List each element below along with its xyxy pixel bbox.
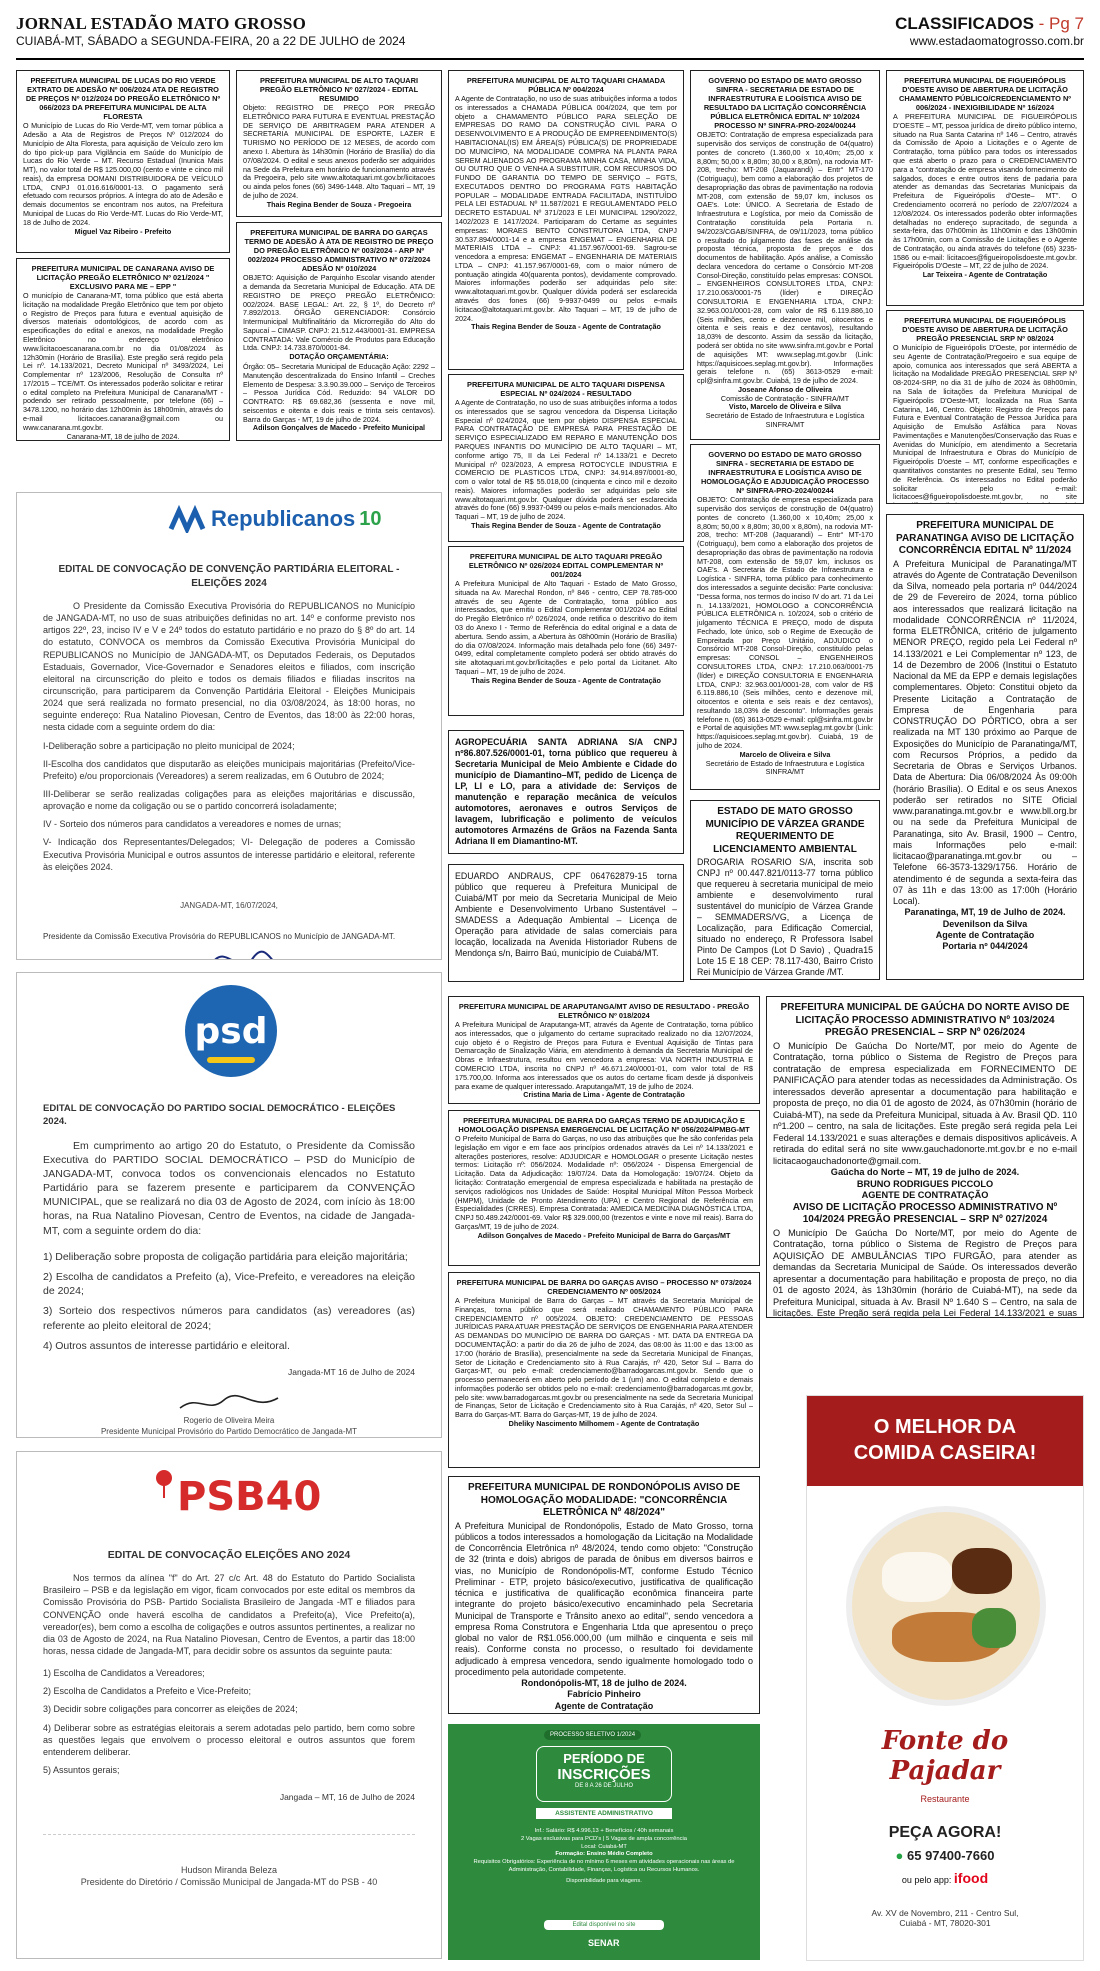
notice-alto-taquari-complementar: PREFEITURA MUNICIPAL DE ALTO TAQUARI PREGÃO ELETRÔNICO Nº 026/2024 EDITAL COMPLEMENTAR Nº 001/2024 A Prefeitura Municipal de Alto Taquari - Estado de Mato Grosso, situada na Av. Marechal Rondon, nº 846 - centro, CEP 78.785-000 através de seu Agente de Contratação, torna público aos interessados, que emitiu o Edital Complementar 001/2024 ao Edital do Pregão Eletrônico nº 026/2024, onde retifica o descritivo do item 03 do Anexo I - Termo de Referência do edital original e a data de abertura. Sendo assim, a Abertura às 08h00min (Horário de Brasília) do dia 07/08/2024. Informação mais detalhada pelo fone (66) 3497-0499, edital completamente completo poderá ser obtido através do site altotaquari.mt.gov.br/licitações e pelo portal da Licitanet. Alto Taquari – MT, 19 de julho de 2024. Thais Regina Bender de Souza - Agente de Contratação — [448, 546, 684, 716]
notice-figueiropolis-chamamento: PREFEITURA MUNICIPAL DE FIGUEIRÓPOLIS D'OESTE AVISO DE ABERTURA DE LICITAÇÃO CHAMAMENTO PÚBLICO/CREDENCIAMENTO Nº 006/2024 - INEXIGIBILIDADE Nº 16/2024 A PREFEITURA MUNICIPAL DE FIGUEIRÓPOLIS D'OESTE – MT, pessoa jurídica de direito público interno, situado na Rua Santa Catarina nº 146 – Centro, através da Comissão de Apoio a Licitações e o Agente de Contratação, torna público para todos os interessados que está aberto o prazo para o CREDENCIAMENTO para a "contratação de empresa visando fornecimento de salgados, doces e entre outros itens de padaria para atender as demandas das Secretarias Municipais da Prefeitura de Figueirópolis d'Oeste– MT". O Credenciamento ocorrerá no período de 22/07/2024 a 12/08/2024. Os interessados poderão obter informações detalhadas no endereço supracitado, de segunda a sexta-feira, das 07h00min às 11h00min e das 13h00min às 17h00min, com a Comissão de Licitações e o Agente de Contratação, ou ainda através do telefone (65) 3235-1586 ou e-mail: licitacoes@figueiropolisdoeste.mt.gov.br. Figueirópolis D'Oeste – MT, 22 de julho de 2024. Lar Teixeira - Agente de Contratação — [886, 70, 1084, 306]
notice-barra-dispensa: PREFEITURA MUNICIPAL DE BARRA DO GARÇAS TERMO DE ADJUDICAÇÃO E HOMOLOGAÇÃO DISPENSA EMERGENCIAL DE LICITAÇÃO Nº 056/2024/PMBG-MT O Prefeito Municipal de Barra do Garças, no uso das atribuições que lhe são conferidas pela legislação em vigor e em face aos princípios ordenados através da Lei nº 14.133/2021 e alterações posteriores, resolve: ADJUDICAR e HOMOLOGAR o presente Licitação nestes termos: Licitação nº: 056/2024. Modalidade nº: 056/2024 - Dispensa Emergencial de Licitação. Data da Adjudicação: 19/07/24. Data da Homologação: 19/07/24. Objeto da licitação: Contratação emergencial de empresa especializada e habilitada na prestação de serviços radiológicos nos Unidades de Saúde: Hospital Municipal Milton Pessoa Morbeck (HMPM), Unidade de Pronto Atendimento (UPA) e Centro Regional de Referência em Especialidades (CRRES). Empresa Contratada: AMEDICA MEDICINA DIAGNÓSTICA LTDA, CNPJ 50.489.242/0001-69. Valor R$ 329.000,00 (trezentos e vinte e nove mil reais). Barra do Garças/MT, 19 de julho de 2024. Adilson Gonçalves de Macedo - Prefeito Municipal de Barra do Garças/MT — [448, 1110, 760, 1266]
republicanos-body: O Presidente da Comissão Executiva Provisória do REPUBLICANOS no Município de JANGADA-MT, no uso de suas atribuições definidas no art. 14º e conforme previsto nos artigos 22º, 23, inciso IV e V e 24º todos do estatuto partidário e no prazo do § 8º do art. 14 do estatuto, CONVOCA os membros da Comissão Executiva Provisória Municipal do REPUBLICANOS no Município de JANGADA-MT, os Deputados Federais, os Deputados Estaduais, Governador, Vice-Governador e Senadores eleitos e filiados, com inscrição eleitoral na circunscrição do pleito e todos os demais filiados e filiadas inscritos na circunscrição, para participarem da Convenção Partidária Eleitoral - Eleições Municipais 2024 que será realizada no formato presencial, no dia 03/08/2024, às 18:00 horas, no seguinte endereço: Rua Natalino Piovesan, Centro de Eventos, das 18:00 às 22:00 horas, nesta cidade com a seguinte ordem do dia: — [43, 601, 415, 733]
senar-ad: PROCESSO SELETIVO 1/2024 PERÍODO DE INSCRIÇÕES DE 8 A 26 DE JULHO ASSISTENTE ADMINISTRATIVO Inf.: Salário: R$ 4.996,13 + Benefícios / 40h semanais 2 Vagas exclusivas para PCD's | 5 Vagas de ampla concorrência Local: Cuiabá-MT Formação: Ensino Médio Completo Requisitos Obrigatórios: Experiência de no mínimo 6 meses em atividades operacionais nas áreas de Administração, Contabilidade, Finanças, Logística ou Recursos Humanos. Disponibilidade para viagens. Edital disponível no site SENAR — [448, 1724, 760, 1960]
website-link[interactable]: www.estadaomatogrosso.com.br — [909, 34, 1084, 48]
signature-icon — [169, 950, 289, 960]
address: Av. XV de Novembro, 211 - Centro Sul, Cuiabá - MT, 78020-301 — [871, 1908, 1019, 1928]
republicanos-title: EDITAL DE CONVOCAÇÃO DE CONVENÇÃO PARTIDÁRIA ELEITORAL - ELEIÇÕES 2024 — [58, 564, 400, 589]
republicanos-agenda: I-Deliberação sobre a participação no pleito municipal de 2024; II-Escolha dos candidatos que disputarão as eleições municipais majoritárias (Prefeito/Vice-Prefeito) e/ou proporcionais (Vereadores) a serem realizadas, em 6 Outubro de 2024; III-Deliberar se serão realizadas coligações para as eleições majoritárias e discussão, aprovação e nome da coligação ou se o partido concorrerá isoladamente; IV - Sorteio dos números para candidatos a vereadores e nomes de urnas; V- Indicação dos Representantes/Delegados; VI- Delegação de poderes a Comissão Executiva Provisória Municipal e outros assuntos de interesse partidário e eleitoral, referente às eleições 2024. — [43, 740, 415, 872]
restaurant-ad: O MELHOR DA COMIDA CASEIRA! Fonte do Pajadar Restaurante PEÇA AGORA! ● 65 97400-7660 ou pelo app: ifood Av. XV de Novembro, 211 - Centro Sul, Cuiabá - MT, 78020-301 — [806, 1395, 1084, 1961]
notice-gaucha-do-norte: PREFEITURA MUNICIPAL DE GAÚCHA DO NORTE AVISO DE LICITAÇÃO PROCESSO ADMINISTRATIVO Nº 103/2024 PREGÃO PRESENCIAL – SRP Nº 026/2024 O Município De Gaúcha Do Norte/MT, por meio do Agente de Contratação, torna público o Sistema de Registro de Preços para contratação de empresa especializada em FORNECIMENTO DE PANIFICAÇÃO para atender todas as necessidades da Administração. Os interessados deverão apresentar a documentação para habilitação e proposta de preço, no dia 01 de agosto de 2024, às 07h30min (horário de Cuiabá-MT), na sede da Prefeitura Municipal, situada à Av. Brasil QD. 110 nº1.200 – centro, na sala de licitações. Este pregão será regida pela Lei Federal 14.133/2021 e suas alterações e demais dispositivos aplicáveis. A retirada do edital será no site www.gauchadonorte.mt.gov.br e no e-mail licitacaogauchadonorte@gmail.com. Gaúcha do Norte – MT, 19 de julho de 2024. BRUNO RODRIGUES PICCOLO AGENTE DE CONTRATAÇÃO AVISO DE LICITAÇÃO PROCESSO ADMINISTRATIVO Nº 104/2024 PREGÃO PRESENCIAL – SRP Nº 027/2024 O Município De Gaúcha Do Norte/MT, por meio do Agente de Contratação, torna público o Sistema de Registro de Preços para AQUISIÇÃO DE AMBULÂNCIAS TIPO FURGÃO, para atender as demandas da Secretaria Municipal de Saúde. Os interessados deverão apresentar a documentação para habilitação e proposta de preço, no dia 01 de agosto 2024, às 13h30min (horário de Cuiabá-MT), na sede da Prefeitura Municipal, situada à Av. Brasil Nº 1.640 S – Centro, na sala de licitações. Este Pregão será regida pela Lei Federal 14.133/2021 e suas — [766, 996, 1084, 1318]
signature-icon — [174, 1390, 284, 1416]
psd-stripe — [207, 1057, 255, 1063]
notice-figueiropolis-pregao: PREFEITURA MUNICIPAL DE FIGUEIRÓPOLIS D'OESTE AVISO DE ABERTURA DE LICITAÇÃO PREGÃO PRESENCIAL SRP Nº 08/2024 O Município de Figueirópolis D'Oeste, por intermédio de seu Agente de Contratação/Pregoeiro e sua equipe de apoio, comunica aos interessados que será ABERTA a licitação na Modalidade PREGÃO PRESENCIAL SRP Nº 08-2024-SRP, no dia 31 de julho de 2024 às 08h00min, na Sala de licitações da Prefeitura Municipal de Figueirópolis D'Oeste-MT, localizada na Rua Santa Catarina, 146, Centro. Objeto: Registro de Preços para Futura e Eventual Contratação de Pessoa Jurídica para Aquisição de Emulsão Asfáltica para Novas Pavimentações e Manutenções/Conservação das Ruas e Avenidas do Município, em atendimento a Secretaria Municipal de Infraestrutura e Obras do Município de Figueirópolis D'oeste – MT, conforme especificações e quantitativos constantes no presente Edital, seu Termo de Referência. Os interessados no Edital poderão solicitar pelo e-mail: licitacoes@figueiropolisdoeste.mt.gov.br, no site — [886, 310, 1084, 504]
notice-varzea-grande: ESTADO DE MATO GROSSO MUNICÍPIO DE VÁRZEA GRANDE REQUERIMENTO DE LICENCIAMENTO AMBIENTAL DROGARIA ROSARIO S/A, inscrita sob CNPJ nº 00.447.821/0113-77 torna público que requereu à secretaria municipal de meio ambiente e desenvolvimento rural sustentável do município de Várzea Grande – SEMMADERS/VG, a Licença de Localização, para Edificação Comercial, situado no endereço, R Professora Isabel Pinto De Campos (Lot D Savio) , Quadra15 Lote 15 E 18 CEP: 78.117-430, Bairro Cristo Rei Município de Várzea Grande /MT. — [690, 800, 880, 980]
notice-lucas: PREFEITURA MUNICIPAL DE LUCAS DO RIO VERDE EXTRATO DE ADESÃO Nº 006/2024 ATA DE REGISTRO DE PREÇOS Nº 012/2024 DO PREGÃO ELETRÔNICO Nº 066/2023 DA PREFEITURA MUNICIPAL DE ALTA FLORESTA O Município de Lucas do Rio Verde-MT, vem tornar pública a Adesão a Ata de Registros de Preços Nº 012/2024 do Município de Alta Floresta, para aquisição de Veículo zero km do tipo pick-up para Vigilância em Saúde do Município de Lucas do Rio Verde – MT. Recurso Estadual (Inunica Mais MT), no valor total de R$ 125.000,00 (cento e vinte e cinco mil reais), da empresa DOMANI DISTRIBUIDORA DE VEÍCULO LTDA, CNPJ 01.016.616/0001-13. O pagamento será efetuado com recursos próprios. A íntegra do ato de Adesão e demais documentos se encontram nos autos, na Prefeitura Municipal de Lucas do Rio Verde-MT. Lucas do Rio Verde-MT, 18 de Julho de 2024. Miguel Vaz Ribeiro - Prefeito — [16, 70, 230, 253]
notice-agropecuaria: AGROPECUÁRIA SANTA ADRIANA S/A CNPJ nº86.807.526/0001-01, torna público que requereu à Secretaria Municipal de Meio Ambiente e Cidade do município de Diamantino–MT, pedido de Licença de LP, LI e LO, para a atividade de: Serviços de manutenção e reparação mecânica de veículos automotores, aeronaves e outros Serviços de lavagem, lubrificação e polimento de veículos automotores Armazéns de Grãos na Fazenda Santa Adriana II em Diamantino-MT. — [448, 730, 684, 854]
senar-details: Inf.: Salário: R$ 4.996,13 + Benefícios / 40h semanais 2 Vagas exclusivas para PCD's | 5 Vagas de ampla concorrência Local: Cuiabá-MT Formação: Ensino Médio Completo Requisitos Obrigatórios: Experiência de no mínimo 6 meses em atividades operacionais nas áreas de Administração, Contabilidade, Finanças, Logística ou Recursos Humanos. Disponibilidade para viagens. — [473, 1828, 735, 1884]
republicanos-logo: Republicanos 10 — [167, 505, 382, 533]
republicanos-edital: Republicanos 10 EDITAL DE CONVOCAÇÃO DE CONVENÇÃO PARTIDÁRIA ELEITORAL - ELEIÇÕES 2024 O Presidente da Comissão Executiva Provisória do REPUBLICANOS no Município de JANGADA-MT, no uso de suas atribuições definidas no art. 14º e conforme previsto nos artigos 22º, 23, inciso IV e V e 24º todos do estatuto partidário e no prazo do § 8º do art. 14 do estatuto, CONVOCA os membros da Comissão Executiva Provisória Municipal do REPUBLICANOS no Município de JANGADA-MT, os Deputados Federais, os Deputados Estaduais, Governador, Vice-Governador e Senadores eleitos e filiados, com inscrição eleitoral na circunscrição do pleito e todos os demais filiados e filiadas inscritos na circunscrição, para participarem da Convenção Partidária Eleitoral - Eleições Municipais 2024 que será realizada no formato presencial, no dia 03/08/2024, às 18:00 horas, no seguinte endereço: Rua Natalino Piovesan, Centro de Eventos, das 18:00 às 22:00 horas, nesta cidade com a seguinte ordem do dia: I-Deliberação sobre a participação no pleito municipal de 2024; II-Escolha dos candidatos que disputarão as eleições municipais majoritárias (Prefeito/Vice-Prefeito) e/ou proporcionais (Vereadores) a serem realizadas, em 6 Outubro de 2024; III-Deliberar se serão realizadas coligações para as eleições majoritárias e discussão, aprovação e nome da coligação ou se o partido concorrerá isoladamente; IV - Sorteio dos números para candidatos a vereadores e nomes de urnas; V- Indicação dos Representantes/Delegados; VI- Delegação de poderes a Comissão Executiva Provisória Municipal e outros assuntos de interesse partidário e eleitoral, referente às eleições 2024. JANGADA-MT, 16/07/2024, Presidente da Comissão Executiva Provisória do REPUBLICANOS no Município de JANGADA-MT. — [16, 492, 442, 960]
notice-canarana: PREFEITURA MUNICIPAL DE CANARANA AVISO DE LICITAÇÃO PREGÃO ELETRÔNICO Nº 021/2024 " EXCLUSIVO PARA ME – EPP " O município de Canarana-MT, torna público que está aberta licitação na modalidade Pregão Eletrônico que tem por objeto o Registro de Preços para futura e eventual aquisição de diversos materiais odontológicos, de acordo com as especificações do edital e anexos, na modalidade Pregão Eletrônico no endereço eletrônico www.licitacoescanarana.com.br no dia 01/08/2024 às 12h30min (Horário de Brasília). Este pregão será regido pela Lei nº. 14.133/2021, Decreto Municipal nº 3493/2024, Lei Complementar nº 123/2006, Resolução de Consulta nº 17/2015 – TCE/MT. Os interessados poderão solicitar e retirar o edital completo na Prefeitura Municipal de Canarana/MT - podendo ser retirado pessoalmente, por telefone (66) – 3478.1200, no horário das 12h00min às 18h00min, através do e-mail licitacoes.canarana@gmail.com ou www.canarana.mt.gov.br. Canarana-MT, 18 de julho de 2024. — [16, 258, 230, 441]
section-title: CLASSIFICADOS - Pg 7 — [895, 14, 1084, 33]
flower-icon — [151, 1468, 177, 1498]
senar-logo: SENAR — [588, 1938, 620, 1948]
phone-link[interactable]: ● 65 97400-7660 — [895, 1848, 995, 1863]
food-plate-image — [846, 1506, 1046, 1706]
whatsapp-icon: ● — [895, 1848, 904, 1863]
stamp-area — [43, 1834, 415, 1864]
psb-edital: PSB40 EDITAL DE CONVOCAÇÃO ELEIÇÕES ANO 2024 Nos termos da alínea "f" do Art. 27 c/c Art. 48 do Estatuto do Partido Socialista Brasileiro – PSB e da legislação em vigor, ficam convocados por este edital os membros da Comissão Provisória do PSB- Partido Socialista Brasileiro de Jangada -MT e filiados para CONVENÇÃO onde haverá escolha de candidatos a Prefeito(a), Vice Prefeito(a), vereador(es), bem como a escolha de coligações e outros assuntos pertinentes, a realizar no dia 03 de Agosto de 2024, na Rua Natalino Piovesan, Centro de Eventos, a partir das 18:00 horas, nessa cidade de Jangada-MT, para decidir sobre os assuntos da seguinte pauta: 1) Escolha de Candidatos a Vereadores; 2) Escolha de Candidatos a Prefeito e Vice-Prefeito; 3) Decidir sobre coligações para concorrer as eleições de 2024; 4) Deliberar sobre as estratégias eleitorais a serem adotadas pelo partido, bem como sobre as questões legais que envolvem o processo eleitoral e outros assuntos que forem entenderem deliberar. 5) Assuntos gerais; Jangada – MT, 16 de Julho de 2024 Hudson Miranda Beleza Presidente do Diretório / Comissão Municipal de Jangada-MT do PSB - 40 — [16, 1451, 442, 1959]
psd-logo: psd — [185, 985, 277, 1077]
notice-sinfra-resultado: GOVERNO DO ESTADO DE MATO GROSSO SINFRA - SECRETARIA DE ESTADO DE INFRAESTRUTURA E LOGÍSTICA AVISO DE RESULTADO DA LICITAÇÃO CONCORRÊNCIA PÚBLICA ELETRÔNICA EDITAL Nº 10/2024 PROCESSO Nº SINFRA-PRO-2024/00244 OBJETO: Contratação de empresa especializada para supervisão dos serviços de construção de 04(quatro) pontes de concreto (1.360,00 x 10,40m; 25,00 x 8,80m; 50,00 x 8,80m; 30,00 x 8,80m), na rodovia MT-208, trecho: MT-208 (Jaquarandi) – Entr° MT-170 (Cotriguaçu), bem como a elaboração dos projetos de desapropriação das obras de pavimentação na rodovia MT-208, com extensão de 59,07 km, inclusos os OAE's. Lote: ÚNICO. A Secretaria de Estado de Infraestrutura e Logística, por meio da Comissão de Contratação constituída pela Portaria n. 94/2023/CGAB/SINFRA, de 09/11/2023, torna público o resultado do julgamento das fases de análise da proposta técnica, proposta de preços e dos documentos de habilitação. Após análise, a Comissão declara vencedora do certame o Consórcio MT-208 Consol-Direção, constituído pelas empresas: CONSOL – ENGENHEIROS CONSULTORES LTDA, CNPJ: 17.210.063/0001-75 (líder) e DIREÇÃO CONSULTORIA E ENGENHARIA LTDA, CNPJ: 32.963.001/0001-28, com valor de R$ 6.119.886,10 (Seis milhões, cento e dezenove mil, oitocentos e oitenta e seis reais e dez centavos), resultando 18,03% de desconto. Assim da sessão da licitação, poderá ser obtida no site www.sinfra.mt.gov.br e Portal de aquisições MT: www.seplag.mt.gov.br (Link: https://aquisicoes.seplag.mt.gov.br). Informações gerais telefone n. (65) 3613-0529 e-mail: cpl@sinfra.mt.gov.br. Cuiabá, 19 de julho de 2024. Joseane Afonso de Oliveira Comissão de Contratação - SINFRA/MT Visto, Marcelo de Oliveira e Silva Secretário de Estado de Infraestrutura e Logística SINFRA/MT — [690, 70, 880, 440]
ad-header-band — [807, 1396, 1084, 1486]
header-rule — [16, 58, 1084, 60]
notice-barra-adesao: PREFEITURA MUNICIPAL DE BARRA DO GARÇAS TERMO DE ADESÃO À ATA DE REGISTRO DE PREÇO DO PREGÃO ELETRÔNICO Nº 003/2024 - ARP Nº 002/2024 PROCESSO ADMINISTRATIVO Nº 072/2024 ADESÃO Nº 010/2024 OBJETO: Aquisição de Parquinho Escolar visando atender a demanda da Secretaria Municipal de Educação. ATA DE REGISTRO DE PREÇO PREGÃO ELETRÔNICO: 002/2024. BASE LEGAL: Art. 22, § 1º, do Decreto nº 7.892/2013. ÓRGÃO GERENCIADOR: Consórcio Intermunicipal Multifinalitário da Microrregião do Alto do Sapucaí – CIMASP. CNPJ: 21.512.443/0001-31. EMPRESA CONTRATADA: Vale Comércio de Produtos para Educação Ltda. CNPJ: 14.733.870/0001-84. DOTAÇÃO ORÇAMENTÁRIA: Órgão: 05– Secretaria Municipal de Educação Ação: 2292 – Manutenção descentralizada do Ensino Infantil – Creches Elemento de Despesa: 3.3.90.39.000 – Serviço de Terceiros – Pessoa Jurídica Cód. Reduzido: 94 VALOR DO CONTRATO: R$ 69.682,36 (sessenta e nove mil, seiscentos e oitenta e dois reais e trinta seis centavos). Barra do Garças - MT, 19 de julho de 2024. Adilson Gonçalves de Macedo - Prefeito Municipal — [236, 222, 442, 441]
notice-sinfra-homologacao: GOVERNO DO ESTADO DE MATO GROSSO SINFRA - SECRETARIA DE ESTADO DE INFRAESTRUTURA E LOGÍSTICA AVISO DE HOMOLOGAÇÃO E ADJUDICAÇÃO PROCESSO Nº SINFRA-PRO-2024/00244 OBJETO: Contratação de empresa especializada para supervisão dos serviços de construção de 04(quatro) pontes de concreto (1.360,00 x 10,40m; 25,00 x 8,80m; 50,00 x 8,80m; 30,00 x 8,80m), na rodovia MT-208, trecho: MT-208 (Jaquarandi) – Entr° MT-170 (Cotriguaçu), bem como a elaboração dos projetos de desapropriação das obras de pavimentação na rodovia MT-208, com extensão de 59,07 km, inclusos os OAE's. A Secretaria de Estado de Infraestrutura e Logística - SINFRA, torna público para conhecimento dos interessados a seguinte decisão: Parte conclusiva: "Dessa forma, nos termos do inciso IV do art. 71 da Lei n. 14.133/2021, HOMOLOGO a CONCORRÊNCIA PÚBLICA ELETRÔNICA n. 10/2024, sob o critério de julgamento TÉCNICA E PREÇO, modo de disputa Fechado, lote único, sob o Regime de Execução de Empreitada por Preço Unitário, ADJUDICO o Consórcio MT-208 Consol-Direção, constituído pelas empresas: CONSOL – ENGENHEIROS CONSULTORES LTDA, CNPJ: 17.210.063/0001-75 (líder) e DIREÇÃO CONSULTORIA E ENGENHARIA LTDA, CNPJ: 32.963.001/0001-28, com valor de R$ 6.119.886,10 (Seis milhões, cento e dezenove mil, oitocentos e oitenta e seis reais e dez centavos), resultando 18,03% de desconto". Informações gerais telefone n. (65) 3613-0529 e-mail: cpl@sinfra.mt.gov.br e Portal de aquisições MT: www.seplag.mt.gov.br (Link: https://aquisicoes.seplag.mt.gov.br). Cuiabá, 19 de julho de 2024. Marcelo de Oliveira e Silva Secretário de Estado de Infraestrutura e Logística SINFRA/MT — [690, 444, 880, 790]
notice-barra-credenciamento: PREFEITURA MUNICIPAL DE BARRA DO GARÇAS AVISO – PROCESSO Nº 073/2024 CREDENCIAMENTO Nº 005/2024 A Prefeitura Municipal de Barra do Garças – MT através da Secretaria Municipal de Finanças, torna público que será realizado CHAMAMENTO PÚBLICO PARA CREDENCIAMENTO nº 005/2024. OBJETO: CREDENCIAMENTO DE PESSOAS JURÍDICAS PARA ATUAR PRESTAÇÃO DE SERVIÇOS DE ENGENHARIA PARA ATENDER AS DEMANDAS DO MUNICÍPIO DE BARRA DO GARÇAS - MT. DATA DA ENTREGA DA DOCUMENTAÇÃO: a partir do dia 26 de julho de 2024, das 08:00 às 11:00 e das 13:00 as 17:00 (horário de Brasília), presencialmente na sede da Secretaria Municipal de Finanças, Setor de Licitação e Credenciamento sito à Rua Carajás, nº 420, Setor Sul – Barra do Garças-MT, ou pelo e-mail: credenciamento@barradogarcas.mt.gov.br. Sendo que o processo permanecerá em aberto pelo período de 1 (um) ano. O edital completo e demais informações poderão ser obtidos pelo no e-mail: credenciamento@barradogarcas.mt.gov.br, pelo site: www.barradogarcas.mt.gov.br ou presencialmente na sede da Secretaria Municipal de Finanças, Setor de Licitação e Credenciamento sito à Rua Carajás, nº 420, Setor Sul – Barra do Garças-MT. Barra do Garças-MT, 19 de julho de 2024. Dheliky Nascimento Milhomem - Agente de Contratação — [448, 1272, 760, 1468]
notice-eduardo: EDUARDO ANDRAUS, CPF 064762879-15 torna público que requereu à Prefeitura Municipal de Cuiabá/MT por meio da Secretaria Municipal de Meio Ambiente e Desenvolvimento Urbano Sustentável – SMADESS a Adequação Ambiental – Licença de Operação para atividade de salas comerciais para locação, localizada na Avenida Historiador Rubens de Mendonça s/n, Bairro Baú, município de Cuiabá/MT. — [448, 864, 684, 982]
notice-rondonopolis: PREFEITURA MUNICIPAL DE RONDONÓPOLIS AVISO DE HOMOLOGAÇÃO MODALIDADE: "CONCORRÊNCIA ELETRÔNICA Nº 48/2024" A Prefeitura Municipal de Rondonópolis, Estado de Mato Grosso, torna públicos a todos interessados a homologação da Licitação na Modalidade de Concorrência Eletrônica nº 48/2024, tendo como objeto: "Construção de 32 (trinta e dois) abrigos de parada de ônibus em diversos bairros e vias, no Município de Rondonópolis-MT, conforme Estudo Técnico Preliminar - ETP, projeto básico/executivo, justificativa de qualificação técnica e justificativa de qualificação econômica financeira parte integrante do projeto básico/executivo encaminhado pela Secretaria Municipal de Transporte e Trânsito anexo ao edital", sendo vencedora a empresa Roma Construtora e Engenharia Ltda que apresentou o preço global no valor de R$1.056.000,00 (um milhão e cinquenta e seis mil reais). Conforme consta no processo, o resultado foi devidamente adjudicado à empresa vencedora, sendo igualmente homologado todo o procedimento pela autoridade competente. Rondonópolis-MT, 18 de julho de 2024. Fabrício Pinheiro Agente de Contratação — [448, 1476, 760, 1714]
notice-alto-taquari-dispensa: PREFEITURA MUNICIPAL DE ALTO TAQUARI DISPENSA ESPECIAL Nº 024/2024 - RESULTADO A Agente de Contratação, no uso de suas atribuições informa a todos os interessados que se sagrou vencedora da Dispensa Licitação Especial nº 024/2024, que tem por objeto DISPENSA ESPECIAL PARA CONTRATAÇÃO DE EMPRESA PARA PRESTAÇÃO DE SERVIÇO ESPECIALIZADO EM REPARO E MANUTENÇÃO DOS PARQUES INFANTIS DO MUNICÍPIO DE ALTO TAQUARI – MT, conforme artigo 75, II da Lei Federal nº 14.133/21 e Decreto Municipal nº 023/2023, A empresa ROTOCYCLE INDUSTRIA E COMERCIO DE PLASTICOS LTDA, CNPJ: 34.914.897/0001-80, com o valor total de R$ 55.018,00 (cinquenta e cinco mil e dezoito reais). Maiores informações poderão ser adquiridas pelo site www.altotaquari.mt.gov.br. Qualquer dúvida poderá ser esclarecida através do fone (66) 9.9937-0499 ou pelos e-mails mencionados. Alto Taquari – MT, 19 de julho de 2024. Thais Regina Bender de Souza - Agente de Contratação — [448, 374, 684, 542]
republicanos-symbol-icon — [167, 505, 207, 533]
masthead — [16, 14, 1084, 54]
notice-alto-taquari-chamada: PREFEITURA MUNICIPAL DE ALTO TAQUARI CHAMADA PÚBLICA Nº 004/2024 A Agente de Contratação, no uso de suas atribuições informa a todos os interessados a CHAMADA PÚBLICA 004/2024, que tem por objeto a CHAMAMENTO PÚBLICO PARA SELEÇÃO DE EMPRESAS DO RAMO DA CONSTRUÇÃO CIVIL PARA O DESENVOLVIMENTO E A PRODUÇÃO DE EMPREENDIMENTO(S) HABITACIONAL(IS) EM ÁREA(S) PÚBLICA(S) DE PROPRIEDADE DO MUNICÍPIO, NA MODALIDADE COMPRA NA PLANTA PARA SEREM ALIENADOS AO PROGRAMA MINHA CASA, MINHA VIDA, OU OUTRO QUE O VENHA A SUBSTITUIR, COM RECURSOS DO FUNDO DE GARANTIA DO TEMPO DE SERVIÇO – FGTS, EXECUTADOS DENTRO DO PROGRAMA FGTS HABITAÇÃO POPULAR – MODALIDADE ENTRADA FACILITADA, INSTITUÍDO PELA LEI ESTADUAL Nº 11.587/2021 E REGULAMENTADO PELO DECRETO ESTADUAL Nº 371/2023 E LEI MUNICIPAL 1290/2022, 1402/2023 E 1417/2024. Participaram do Certame as seguintes empresas: MORAES BENTO CONSTRUTORA LTDA, CNPJ 30.537.894/0001-14 e a empresa ENGEMAT – ENGENHARIA DE MATERIAIS LTDA – CNPJ: 41.157.967/0001-69. Sagrou-se vencedora a empresa: ENGEMAT – ENGENHARIA DE MATERIAIS LTDA – CNPJ: 41.157.967/0001-69, com o maior número de pontuação atingida 40(quarenta pontos), devidamente comprovado. Maiores informações poderão ser adquiridas pelo site: www.altotaquari.mt.gov.br. Qualquer dúvida poderá ser esclarecida através dos fones (66) 9-9937-0499 ou pelos e-mails licitacao@altotaquari.mt.gov.br. Alto Taquari – MT, 19 de julho de 2024. Thais Regina Bender de Souza - Agente de Contratação — [448, 70, 684, 370]
dateline: CUIABÁ-MT, SÁBADO a SEGUNDA-FEIRA, 20 a 22 DE JULHO de 2024 — [16, 34, 406, 48]
newspaper-name: JORNAL ESTADÃO MATO GROSSO — [16, 14, 306, 33]
notice-araputanga: PREFEITURA MUNICIPAL DE ARAPUTANGA/MT AVISO DE RESULTADO - PREGÃO ELETRÔNICO Nº 018/2024 A Prefeitura Municipal de Araputanga-MT, através da Agente de Contratação, torna público aos interessados, que o julgamento do certame supracitado realizado no dia 12/07/2024, cujo objeto é o Registro de Preços para Futura e Eventual Aquisição de Tintas para Demarcação de Sinalização Viária, em atendimento à demanda da Secretaria Municipal de Obras e Infraestrutura, resultou em vencedora a empresa: VIA NORTH INDUSTRIA E COMERCIO LTDA, inscrita no CNPJ nº 46.671.240/0001-01, com valor total de R$ 175.700,00. Informa aos interessados que os autos do certame ficam desde já disponíveis para exame de qualquer interessado. Araputanga/MT, 19 de julho de 2024. Cristina Maria de Lima - Agente de Contratação — [448, 996, 760, 1104]
notice-alto-taquari-pregao: PREFEITURA MUNICIPAL DE ALTO TAQUARI PREGÃO ELETRÔNICO Nº 027/2024 - EDITAL RESUMIDO Objeto: REGISTRO DE PREÇO POR PREGÃO ELETRÔNICO PARA FUTURA E EVENTUAL PRESTAÇÃO DE SERVIÇO DE ARBITRAGEM PARA ATENDER A SECRETARIA MUNICIPAL DE ESPORTE, LAZER E TURISMO NO PERÍODO DE 12 MESES, de acordo com anexo I. Abertura às 14h30min (Horário de Brasília) do dia 07/08/2024. O edital e seus anexos poderão ser adquiridos na Sede da Prefeitura em horário de funcionamento através da Pregoeira, pelo site www.altotaquari.mt.gov.br/licitacoes ou ainda pelos fones (66) 3496-1448. Alto Taquari – MT, 19 de julho de 2024. Thais Regina Bender de Souza - Pregoeira — [236, 70, 442, 217]
psb-logo: PSB40 — [177, 1474, 321, 1520]
notice-paranatinga: PREFEITURA MUNICIPAL DE PARANATINGA AVISO DE LICITAÇÃO CONCORRÊNCIA EDITAL Nº 11/2024 A Prefeitura Municipal de Paranatinga/MT através do Agente de Contratação Devenilson da Silva, nomeado pela portaria nº 044/2024 de 29 de Fevereiro de 2024, torna público aos interessados que realizará licitação na modalidade CONCORRÊNCIA nº 11/2024, forma ELETRÔNICA, critério de julgamento MENOR PREÇO, regido pela Lei Federal nº 14.133/2021 e Lei Complementar nº 123, de 14 de Dezembro de 2006 (Institui o Estatuto Nacional da ME da EPP e demais legislações complementares. Objeto: Constitui objeto da Presente Licitação a Contratação de Empresa de Engenharia para CONSTRUÇÃO DO PÓRTICO, obra a ser realizada na MT 130 próximo ao Parque de Exposições do Município de Paranatinga/MT, com Recursos Próprios, a pedido da Secretaria de Obras e Serviços Urbanos. Data de Abertura: Dia 06/08/2024 Às 09:00h (horário Brasília). O Edital e os seus Anexos poderão ser retirados no SITE Oficial www.paranatinga.mt.gov.br e www.bll.org.br ou na sede da Prefeitura Municipal de Paranatinga, sito Av. Brasil, 1900 – Centro, mais Informações pelo e-mail: licitacao@paranatinga.mt.gov.br ou – Telefone 66-3573-1329/1756. Horário de atendimento é de segunda a sexta-feira das 07 às 11h e das 13:00 as 17:00h (Horário Local). Paranatinga, MT, 19 de Julho de 2024. Devenilson da Silva Agente de Contratação Portaria nº 044/2024 — [886, 514, 1084, 980]
page-number: Pg 7 — [1049, 14, 1084, 33]
senar-title: PERÍODO DE INSCRIÇÕES DE 8 A 26 DE JULHO — [536, 1746, 672, 1802]
psd-edital: psd EDITAL DE CONVOCAÇÃO DO PARTIDO SOCIAL DEMOCRÁTICO - ELEIÇÕES 2024. Em cumprimento ao artigo 20 do Estatuto, o Presidente da Comissão Executiva do PARTIDO SOCIAL DEMOCRÁTICO – PSD do Município de JANGADA-MT, convoca todos os convencionais elencados no Estatuto Partidário para se fazerem presente e participarem da CONVENÇÃO MUNICIPAL, que se realizará no dia 03 de Agosto de 2024, com início às 18:00 horas, na Rua Natalino Piovesan, Centro de Eventos, na cidade de Jangada-MT, com a seguinte ordem do dia: 1) Deliberação sobre proposta de coligação partidária para eleição majoritária; 2) Escolha de candidatos a Prefeito (a), Vice-Prefeito, e vereadores na eleição de 2024; 3) Sorteio dos respectivos números para candidatos (as) vereadores (as) referente ao pleito eleitoral de 2024; 4) Outros assuntos de interesse partidário e eleitoral. Jangada-MT 16 de Julho de 2024 Rogerio de Oliveira Meira Presidente Municipal Provisório do Partido Democrático de Jangada-MT — [16, 972, 442, 1438]
brand-name: Fonte do Pajadar — [881, 1726, 1009, 1786]
senar-link-button[interactable]: Edital disponível no site — [544, 1920, 664, 1930]
app-link[interactable]: ou pelo app: ifood — [901, 1870, 989, 1886]
